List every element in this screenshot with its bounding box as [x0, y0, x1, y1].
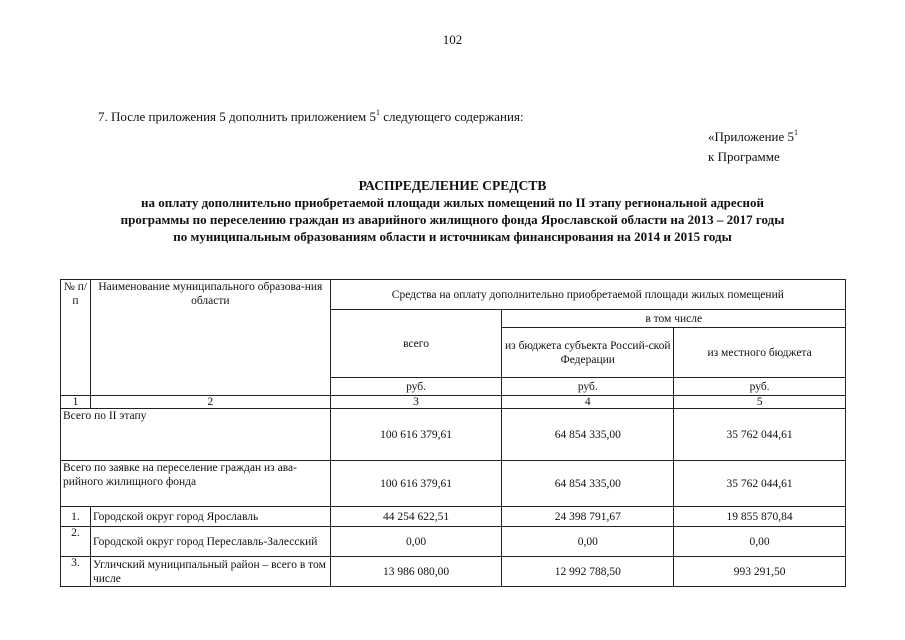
appendix-line-2: к Программе: [708, 149, 780, 164]
title-line-2: программы по переселению граждан из аварийного жилищного фонда Ярославской области на 2013 – 2017 годы: [120, 212, 785, 227]
table-row: [61, 507, 846, 527]
title-main: РАСПРЕДЕЛЕНИЕ СРЕДСТВ: [358, 178, 547, 193]
table-row: [61, 557, 846, 587]
row-name: Городской округ город Ярославль: [90, 507, 330, 527]
row-local: 35 762 044,61: [674, 461, 846, 507]
header-num: № п/п: [61, 280, 91, 396]
row-total: 100 616 379,61: [330, 461, 502, 507]
row-local: 35 762 044,61: [674, 409, 846, 461]
unit-total: руб.: [330, 378, 502, 396]
row-total: 100 616 379,61: [330, 409, 502, 461]
unit-regional: руб.: [502, 378, 674, 396]
row-regional: 12 992 788,50: [502, 557, 674, 587]
appendix-superscript: 1: [794, 128, 799, 137]
row-local: 19 855 870,84: [674, 507, 846, 527]
header-regional: из бюджета субъекта Россий-ской Федерации: [502, 328, 674, 378]
title-line-1: на оплату дополнительно приобретаемой площади жилых помещений по II этапу региональной адресной: [140, 195, 765, 210]
intro-paragraph: [98, 108, 524, 125]
header-local: из местного бюджета: [674, 328, 846, 378]
table-row: [61, 527, 846, 557]
intro-superscript: 1: [376, 108, 381, 117]
row-local: 993 291,50: [674, 557, 846, 587]
row-name: Угличский муниципальный район – всего в том числе: [90, 557, 330, 587]
table-row: [61, 409, 846, 461]
funds-table: [60, 279, 846, 587]
unit-local: руб.: [674, 378, 846, 396]
col-number-1: 1: [61, 396, 91, 409]
row-name: Городской округ город Переславль-Залесский: [90, 527, 330, 557]
col-number-4: 4: [502, 396, 674, 409]
column-number-row: [61, 396, 846, 409]
page-number: 102: [442, 32, 463, 47]
row-total: 0,00: [330, 527, 502, 557]
row-regional: 0,00: [502, 527, 674, 557]
row-total: 44 254 622,51: [330, 507, 502, 527]
row-num: 3.: [61, 557, 91, 587]
appendix-reference: [708, 123, 798, 167]
document-title: [0, 177, 905, 245]
table-row: [61, 461, 846, 507]
header-row-1: [61, 280, 846, 310]
intro-text-after: следующего содержания:: [380, 109, 524, 124]
appendix-title: «Приложение 5: [708, 129, 795, 144]
header-name: Наименование муниципального образова-ния области: [90, 280, 330, 396]
row-num: 1.: [61, 507, 91, 527]
title-line-3: по муниципальным образованиям области и источникам финансирования на 2014 и 2015 годы: [173, 229, 732, 244]
col-number-2: 2: [90, 396, 330, 409]
appendix-line-1: [708, 123, 798, 147]
row-name: Всего по заявке на переселение граждан из ава-рийного жилищного фонда: [61, 461, 331, 507]
row-local: 0,00: [674, 527, 846, 557]
header-funds: Средства на оплату дополнительно приобретаемой площади жилых помещений: [330, 280, 845, 310]
row-regional: 64 854 335,00: [502, 409, 674, 461]
intro-text-before: 7. После приложения 5 дополнить приложением 5: [98, 109, 377, 124]
col-number-3: 3: [330, 396, 502, 409]
header-total: всего: [330, 310, 502, 378]
row-regional: 64 854 335,00: [502, 461, 674, 507]
row-regional: 24 398 791,67: [502, 507, 674, 527]
header-including: в том числе: [502, 310, 846, 328]
row-name: Всего по II этапу: [61, 409, 331, 461]
col-number-5: 5: [674, 396, 846, 409]
row-total: 13 986 080,00: [330, 557, 502, 587]
row-num: 2.: [61, 527, 91, 557]
